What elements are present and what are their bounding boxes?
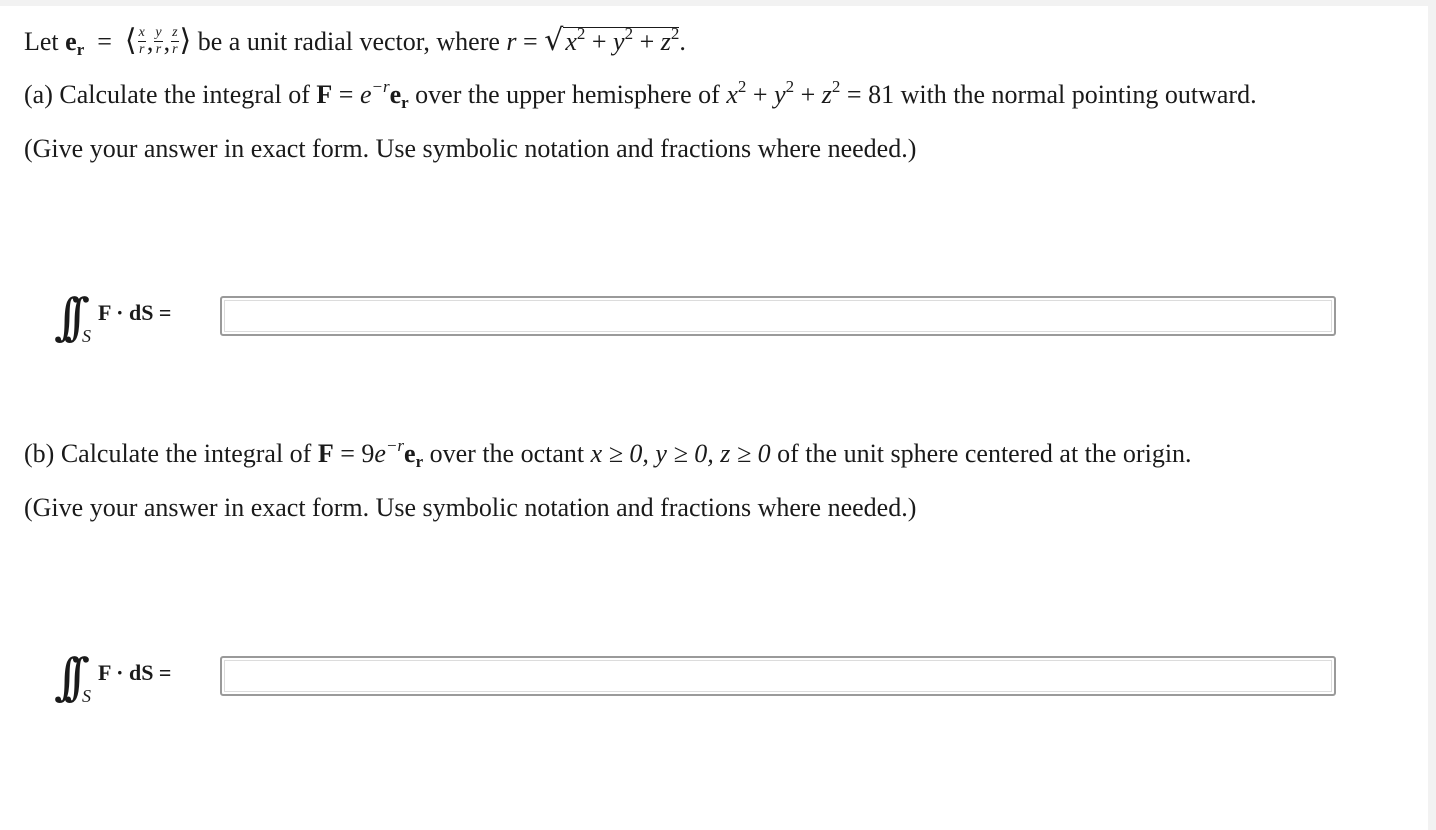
part-a-integral: ∫∫ S F · dS = <box>54 288 172 346</box>
top-border <box>0 0 1436 6</box>
square-root: $√x^2 + y^2 + z^2$ <box>544 23 680 58</box>
radical-icon: √ <box>544 23 564 58</box>
intro-line: Let $e_r$ = ⟨ $\frac{x}{r}$ , $\frac{y}{r}$ , $\frac{z}{r}$ ⟩ be a unit radial vector, where $r = √x^2 + y^2 + z^2$. <box>24 23 686 59</box>
part-a-question: (a) Calculate the integral of $F = e^{-r}e_r$ over the upper hemisphere of $x^2 + y^2 + z^2 = 81$ with the normal pointing outward. <box>24 77 1257 112</box>
part-a-instructions: (Give your answer in exact form. Use symbolic notation and fractions where needed.) <box>24 134 917 163</box>
part-b-question: (b) Calculate the integral of $F = 9e^{-r}e_r$ over the octant x ≥ 0, y ≥ 0, z ≥ 0 of the unit sphere centered at the origin. <box>24 436 1192 471</box>
er-symbol: $e_r$ <box>65 27 85 59</box>
part-b-instructions: (Give your answer in exact form. Use symbolic notation and fractions where needed.) <box>24 493 917 522</box>
double-integral-icon: ∫∫ <box>54 648 75 706</box>
double-integral-icon: ∫∫ <box>54 288 75 346</box>
left-angle-icon: ⟨ <box>124 23 137 58</box>
part-a-answer-input[interactable] <box>220 296 1336 336</box>
fraction-z: $\frac{z}{r}$ <box>172 24 178 57</box>
fraction-y: $\frac{y}{r}$ <box>155 24 162 57</box>
fraction-x: $\frac{x}{r}$ <box>138 24 145 57</box>
right-border <box>1428 0 1436 830</box>
right-angle-icon: ⟩ <box>179 23 192 58</box>
part-b-integral: ∫∫ S F · dS = <box>54 648 172 706</box>
part-b-answer-input[interactable] <box>220 656 1336 696</box>
